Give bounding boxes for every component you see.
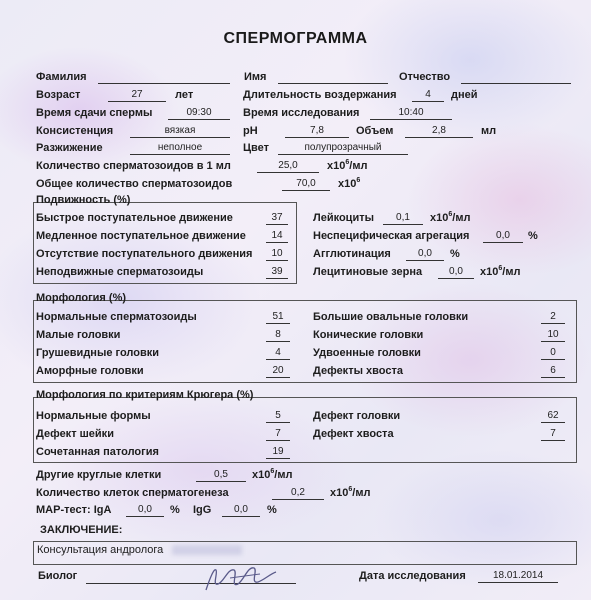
volume-unit: мл <box>481 125 497 137</box>
round-cells-unit: $x10^6/мл$ <box>252 468 293 481</box>
abstinence-unit: дней <box>451 89 478 101</box>
exam-time-value: 10:40 <box>370 107 452 120</box>
motility-heading: Подвижность (%) <box>36 194 131 206</box>
neck-defect-label: Дефект шейки <box>36 428 114 440</box>
small-heads-label: Малые головки <box>36 329 121 341</box>
small-heads-value: 8 <box>266 329 290 342</box>
total-count-value: 70,0 <box>282 178 330 191</box>
collection-time-value: 09:30 <box>168 107 230 120</box>
spermatogenesis-cells-unit: $x10^6/мл$ <box>330 486 371 499</box>
consistency-label: Консистенция <box>36 125 114 137</box>
combined-pathology-label: Сочетанная патология <box>36 446 159 458</box>
biologist-label: Биолог <box>38 570 78 582</box>
name-field <box>278 83 388 84</box>
concentration-unit: $x10^6/мл$ <box>327 159 368 172</box>
exam-date-value: 18.01.2014 <box>478 570 558 583</box>
conclusion-text: Консультация андролога <box>37 544 164 556</box>
ph-value: 7,8 <box>285 125 349 138</box>
leukocytes-value: 0,1 <box>383 212 423 225</box>
form-title: СПЕРМОГРАММА <box>223 30 368 47</box>
kruger-normal-value: 5 <box>266 410 290 423</box>
round-cells-value: 0,5 <box>196 469 246 482</box>
leukocytes-label: Лейкоциты <box>313 212 374 224</box>
mar-test-label: MAP-тест: IgA <box>36 504 112 516</box>
biologist-signature <box>200 560 280 596</box>
color-label: Цвет <box>243 142 270 154</box>
concentration-label: Количество сперматозоидов в 1 мл <box>36 160 231 172</box>
head-defect-value: 62 <box>541 410 565 423</box>
volume-value: 2,8 <box>405 125 473 138</box>
collection-time-label: Время сдачи спермы <box>36 107 153 119</box>
surname-field <box>98 83 230 84</box>
tail-defects-label: Дефекты хвоста <box>313 365 403 377</box>
consistency-value: вязкая <box>130 125 230 138</box>
pear-heads-label: Грушевидные головки <box>36 347 159 359</box>
mar-igg-label: IgG <box>193 504 212 516</box>
pear-heads-value: 4 <box>266 347 290 360</box>
double-heads-label: Удвоенные головки <box>313 347 421 359</box>
normal-sperm-value: 51 <box>266 311 290 324</box>
surname-label: Фамилия <box>36 71 87 83</box>
total-count-label: Общее количество сперматозоидов <box>36 178 233 190</box>
age-label: Возраст <box>36 89 81 101</box>
immobile-label: Неподвижные сперматозоиды <box>36 266 204 278</box>
non-progressive-label: Отсутствие поступательного движения <box>36 248 253 260</box>
non-progressive-value: 10 <box>266 248 288 261</box>
patronymic-field <box>461 83 571 84</box>
nonspecific-aggregation-label: Неспецифическая агрегация <box>313 230 470 242</box>
mar-igg-value: 0,0 <box>222 504 260 517</box>
lecithin-value: 0,0 <box>438 266 474 279</box>
abstinence-label: Длительность воздержания <box>243 89 397 101</box>
age-value: 27 <box>108 89 166 102</box>
abstinence-value: 4 <box>412 89 444 102</box>
volume-label: Объем <box>356 125 394 137</box>
mar-igg-unit: % <box>267 504 277 516</box>
lecithin-unit: $x10^6/мл$ <box>480 265 521 278</box>
exam-time-label: Время исследования <box>243 107 360 119</box>
large-oval-heads-label: Большие овальные головки <box>313 311 469 323</box>
liquefaction-value: неполное <box>130 142 230 155</box>
name-label: Имя <box>244 71 267 83</box>
morphology-heading: Морфология (%) <box>36 292 127 304</box>
color-value: полупрозрачный <box>278 142 408 155</box>
neck-defect-value: 7 <box>266 428 290 441</box>
conical-heads-value: 10 <box>541 329 565 342</box>
kruger-tail-defect-value: 7 <box>541 428 565 441</box>
head-defect-label: Дефект головки <box>313 410 401 422</box>
liquefaction-label: Разжижение <box>36 142 103 154</box>
tail-defects-value: 6 <box>541 365 565 378</box>
normal-sperm-label: Нормальные сперматозоиды <box>36 311 197 323</box>
age-unit: лет <box>175 89 194 101</box>
mar-iga-unit: % <box>170 504 180 516</box>
total-count-unit: $x10^6$ <box>338 177 361 190</box>
double-heads-value: 0 <box>541 347 565 360</box>
immobile-value: 39 <box>266 266 288 279</box>
agglutination-label: Агглютинация <box>313 248 391 260</box>
kruger-tail-defect-label: Дефект хвоста <box>313 428 394 440</box>
kruger-heading: Морфология по критериям Крюгера (%) <box>36 389 254 401</box>
mar-iga-value: 0,0 <box>126 504 164 517</box>
slow-motility-label: Медленное поступательное движение <box>36 230 246 242</box>
amorphous-heads-label: Аморфные головки <box>36 365 144 377</box>
patronymic-label: Отчество <box>399 71 451 83</box>
redacted-name-blur <box>172 545 242 555</box>
agglutination-value: 0,0 <box>406 248 444 261</box>
nonspecific-aggregation-unit: % <box>528 230 538 242</box>
large-oval-heads-value: 2 <box>541 311 565 324</box>
exam-date-label: Дата исследования <box>359 570 466 582</box>
agglutination-unit: % <box>450 248 460 260</box>
fast-motility-value: 37 <box>266 212 288 225</box>
conical-heads-label: Конические головки <box>313 329 424 341</box>
lecithin-label: Лецитиновые зерна <box>313 266 423 278</box>
spermatogenesis-cells-value: 0,2 <box>272 487 324 500</box>
round-cells-label: Другие круглые клетки <box>36 469 162 481</box>
amorphous-heads-value: 20 <box>266 365 290 378</box>
fast-motility-label: Быстрое поступательное движение <box>36 212 233 224</box>
kruger-normal-label: Нормальные формы <box>36 410 151 422</box>
combined-pathology-value: 19 <box>266 446 290 459</box>
spermatogenesis-cells-label: Количество клеток сперматогенеза <box>36 487 229 499</box>
concentration-value: 25,0 <box>257 160 319 173</box>
slow-motility-value: 14 <box>266 230 288 243</box>
ph-label: pH <box>243 125 258 137</box>
leukocytes-unit: $x10^6/мл$ <box>430 211 471 224</box>
nonspecific-aggregation-value: 0,0 <box>483 230 523 243</box>
conclusion-heading: ЗАКЛЮЧЕНИЕ: <box>40 524 123 536</box>
